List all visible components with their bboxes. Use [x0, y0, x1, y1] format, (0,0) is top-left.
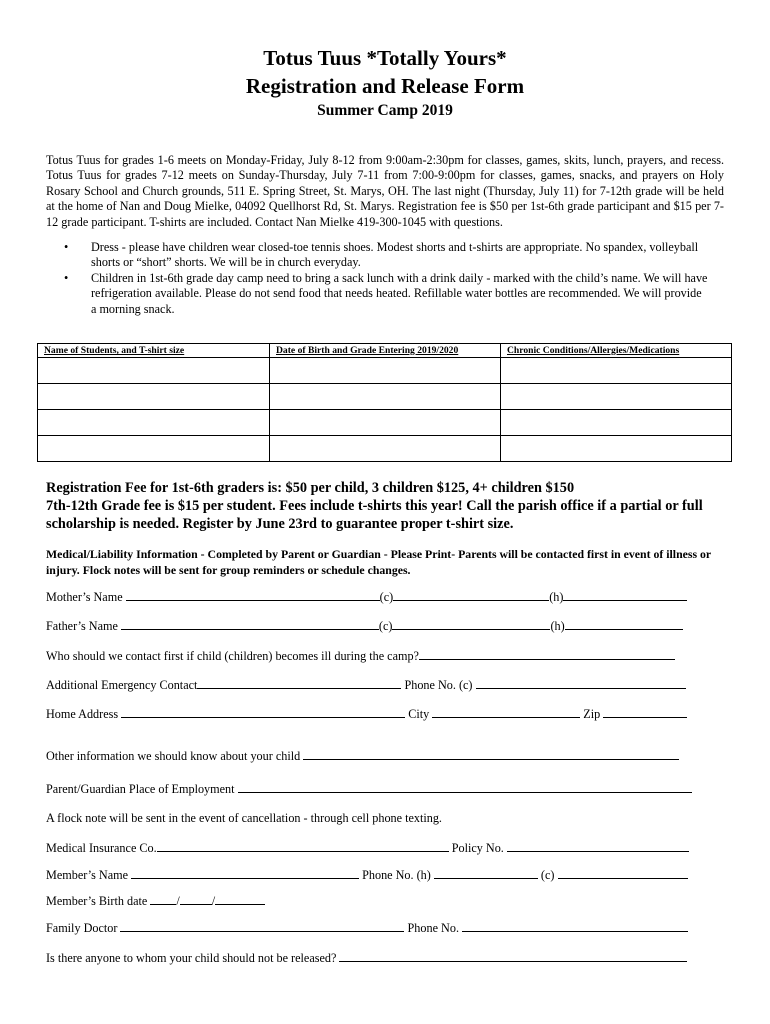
zip-field[interactable]: [603, 706, 687, 718]
column-header-birth-grade: Date of Birth and Grade Entering 2019/2020: [270, 344, 501, 358]
table-header-row: [38, 344, 732, 358]
contact-first-label: Who should we contact first if child (children) becomes ill during the camp?: [46, 649, 419, 663]
instructions-list: [46, 240, 710, 317]
intro-paragraph: Totus Tuus for grades 1-6 meets on Monday-Friday, July 8-12 from 9:00am-2:30pm for classes, games, skits, lunch, prayers, and recess. Totus Tuus for grades 7-12 meets on Sunday-Thursday, July 7-11 from 7:00-9:00pm for classes, games, snacks, and prayers on Holy Rosary School and Church grounds, 511 E. Spring Street, St. Marys, OH. The last night (Thursday, July 11) for 7-12th grade will be held at the home of Nan and Doug Mielke, 04092 Quellhorst Rd, St. Marys. Registration fee is $50 per 1st-6th grade participant and $15 per 7-12 grade participant. T-shirts are included. Contact Nan Mielke 419-300-1045 with questions.: [46, 153, 724, 229]
table-cell[interactable]: [38, 358, 270, 384]
table-row: [38, 436, 732, 462]
zip-label: Zip: [583, 707, 601, 721]
fee-line-2: 7th-12th Grade fee is $15 per student. Fees include t-shirts this year! Call the parish office if a partial or full scholarship is needed. Register by June 23rd to guarantee proper t-shirt size.: [46, 498, 703, 532]
subtitle: Summer Camp 2019: [317, 102, 453, 119]
phone-home-label: Phone No. (h): [362, 868, 431, 882]
fathers-home-field[interactable]: [565, 618, 683, 630]
title-line-1: Totus Tuus *Totally Yours*: [263, 46, 507, 70]
employment-field[interactable]: [238, 781, 692, 793]
bullet-icon: •: [64, 240, 69, 254]
members-name-row: [46, 867, 688, 883]
bullet-icon: •: [64, 270, 69, 285]
table-cell[interactable]: [501, 384, 732, 410]
policy-field[interactable]: [507, 840, 689, 852]
member-birth-row: [46, 893, 265, 909]
family-doctor-row: [46, 920, 688, 936]
birth-day-field[interactable]: [180, 893, 212, 905]
list-item: [46, 271, 710, 317]
insurance-row: [46, 840, 689, 856]
fathers-name-row: [46, 618, 683, 634]
table-cell[interactable]: [501, 410, 732, 436]
member-birth-label: Member’s Birth date: [46, 894, 148, 908]
additional-contact-field[interactable]: [197, 677, 401, 689]
list-item: [46, 240, 710, 271]
contact-first-row: [46, 648, 675, 664]
doctor-phone-label: Phone No.: [407, 921, 459, 935]
members-home-phone-field[interactable]: [434, 867, 538, 879]
city-field[interactable]: [432, 706, 580, 718]
mothers-name-field[interactable]: [126, 589, 380, 601]
flock-note: A flock note will be sent in the event of cancellation - through cell phone texting.: [46, 811, 442, 825]
cell-label: (c): [379, 590, 394, 604]
table-cell[interactable]: [270, 358, 501, 384]
home-address-field[interactable]: [121, 706, 405, 718]
birth-month-field[interactable]: [150, 893, 176, 905]
additional-contact-phone-field[interactable]: [476, 677, 686, 689]
birth-year-field[interactable]: [215, 893, 265, 905]
home-label: (h): [550, 619, 565, 633]
not-released-label: Is there anyone to whom your child should not be released?: [46, 951, 337, 965]
medical-notice: Medical/Liability Information - Completed by Parent or Guardian - Please Print- Parents will be contacted first in event of illness or injury. Flock notes will be sent for group reminders or schedule changes.: [46, 547, 711, 577]
not-released-field[interactable]: [339, 950, 687, 962]
members-name-field[interactable]: [131, 867, 359, 879]
table-row: [38, 358, 732, 384]
table-row: [38, 384, 732, 410]
column-header-name: Name of Students, and T-shirt size: [38, 344, 270, 358]
table-cell[interactable]: [38, 384, 270, 410]
table-cell[interactable]: [38, 410, 270, 436]
fee-info: [46, 479, 736, 533]
family-doctor-field[interactable]: [120, 920, 404, 932]
table-cell[interactable]: [270, 436, 501, 462]
title-line-2: Registration and Release Form: [245, 74, 525, 98]
additional-contact-row: [46, 677, 686, 693]
insurance-label: Medical Insurance Co.: [46, 841, 157, 855]
table-cell[interactable]: [270, 384, 501, 410]
employment-row: [46, 781, 692, 797]
mothers-name-label: Mother’s Name: [46, 590, 123, 604]
home-label: (h): [549, 590, 564, 604]
cell-label: (c): [378, 619, 393, 633]
members-cell-phone-field[interactable]: [558, 867, 688, 879]
doctor-phone-field[interactable]: [462, 920, 688, 932]
members-name-label: Member’s Name: [46, 868, 129, 882]
column-header-conditions: Chronic Conditions/Allergies/Medications: [501, 344, 732, 358]
table-row: [38, 410, 732, 436]
mothers-cell-field[interactable]: [393, 589, 549, 601]
bullet-text: Children in 1st-6th grade day camp need to bring a sack lunch with a drink daily - marked with the child’s name. We will have refrigeration available. Please do not send food that needs heated. Refillable water bottles are recommended. We will provide a morning snack.: [91, 270, 708, 316]
mothers-home-field[interactable]: [563, 589, 687, 601]
date-separator: /: [211, 894, 216, 908]
phone-cell-label: Phone No. (c): [404, 678, 473, 692]
table-cell[interactable]: [270, 410, 501, 436]
insurance-field[interactable]: [157, 840, 449, 852]
other-info-label: Other information we should know about your child: [46, 749, 301, 763]
other-info-row: [46, 748, 679, 764]
policy-label: Policy No.: [451, 841, 504, 855]
cell-label: (c): [540, 868, 555, 882]
family-doctor-label: Family Doctor: [46, 921, 118, 935]
fathers-name-label: Father’s Name: [46, 619, 118, 633]
additional-contact-label: Additional Emergency Contact: [46, 678, 198, 692]
table-cell[interactable]: [38, 436, 270, 462]
home-address-row: [46, 706, 687, 722]
table-cell[interactable]: [501, 436, 732, 462]
mothers-name-row: [46, 589, 687, 605]
city-label: City: [408, 707, 430, 721]
bullet-text: Dress - please have children wear closed-toe tennis shoes. Modest shorts and t-shirts are appropriate. No spandex, volleyball shorts or “short” shorts. We will be in church everyday.: [91, 240, 699, 270]
fee-line-1: Registration Fee for 1st-6th graders is: $50 per child, 3 children $125, 4+ children $150: [46, 480, 575, 496]
not-released-row: [46, 950, 687, 966]
students-table: [37, 343, 732, 462]
date-separator: /: [176, 894, 180, 908]
fathers-cell-field[interactable]: [392, 618, 550, 630]
fathers-name-field[interactable]: [121, 618, 379, 630]
table-cell[interactable]: [501, 358, 732, 384]
employment-label: Parent/Guardian Place of Employment: [46, 782, 235, 796]
contact-first-field[interactable]: [419, 648, 675, 660]
other-info-field[interactable]: [303, 748, 679, 760]
home-address-label: Home Address: [46, 707, 119, 721]
